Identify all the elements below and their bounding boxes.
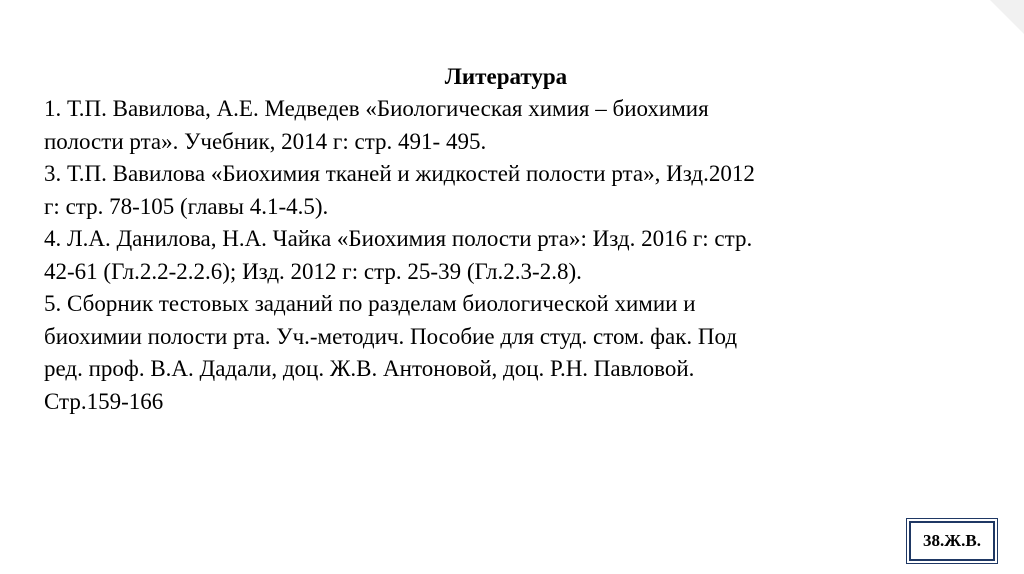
reference-line: г: стр. 78-105 (главы 4.1-4.5). [44,193,329,219]
author-badge: 38.Ж.В. [909,521,995,561]
reference-list [44,93,984,418]
reference-line: 3. Т.П. Вавилова «Биохимия тканей и жидкостей полости рта», Изд.2012 [44,161,755,186]
reference-item-3 [44,158,984,223]
reference-line: ред. проф. В.А. Дадали, доц. Ж.В. Антоновой, доц. Р.Н. Павловой. [44,356,695,381]
literature-section [44,61,984,418]
reference-line: биохимии полости рта. Уч.-методич. Пособие для студ. стом. фак. Под [44,323,738,349]
reference-line: 1. Т.П. Вавилова, А.Е. Медведев «Биологическая химия – биохимия [44,96,709,121]
reference-line: 4. Л.А. Данилова, Н.А. Чайка «Биохимия полости рта»: Изд. 2016 г: стр. [44,226,753,251]
page-corner-fold [990,0,1024,34]
reference-item-5 [44,288,984,418]
reference-line: 42-61 (Гл.2.2-2.2.6); Изд. 2012 г: стр. 25-39 (Гл.2.3-2.8). [44,258,582,284]
page-title: Литература [444,64,568,89]
reference-line: Стр.159-166 [44,388,164,414]
reference-line: полости рта». Учебник, 2014 г: стр. 491- 495. [44,128,487,154]
reference-line: 5. Сборник тестовых заданий по разделам биологической химии и [44,291,696,316]
reference-item-4 [44,223,984,288]
reference-item-1 [44,93,984,158]
